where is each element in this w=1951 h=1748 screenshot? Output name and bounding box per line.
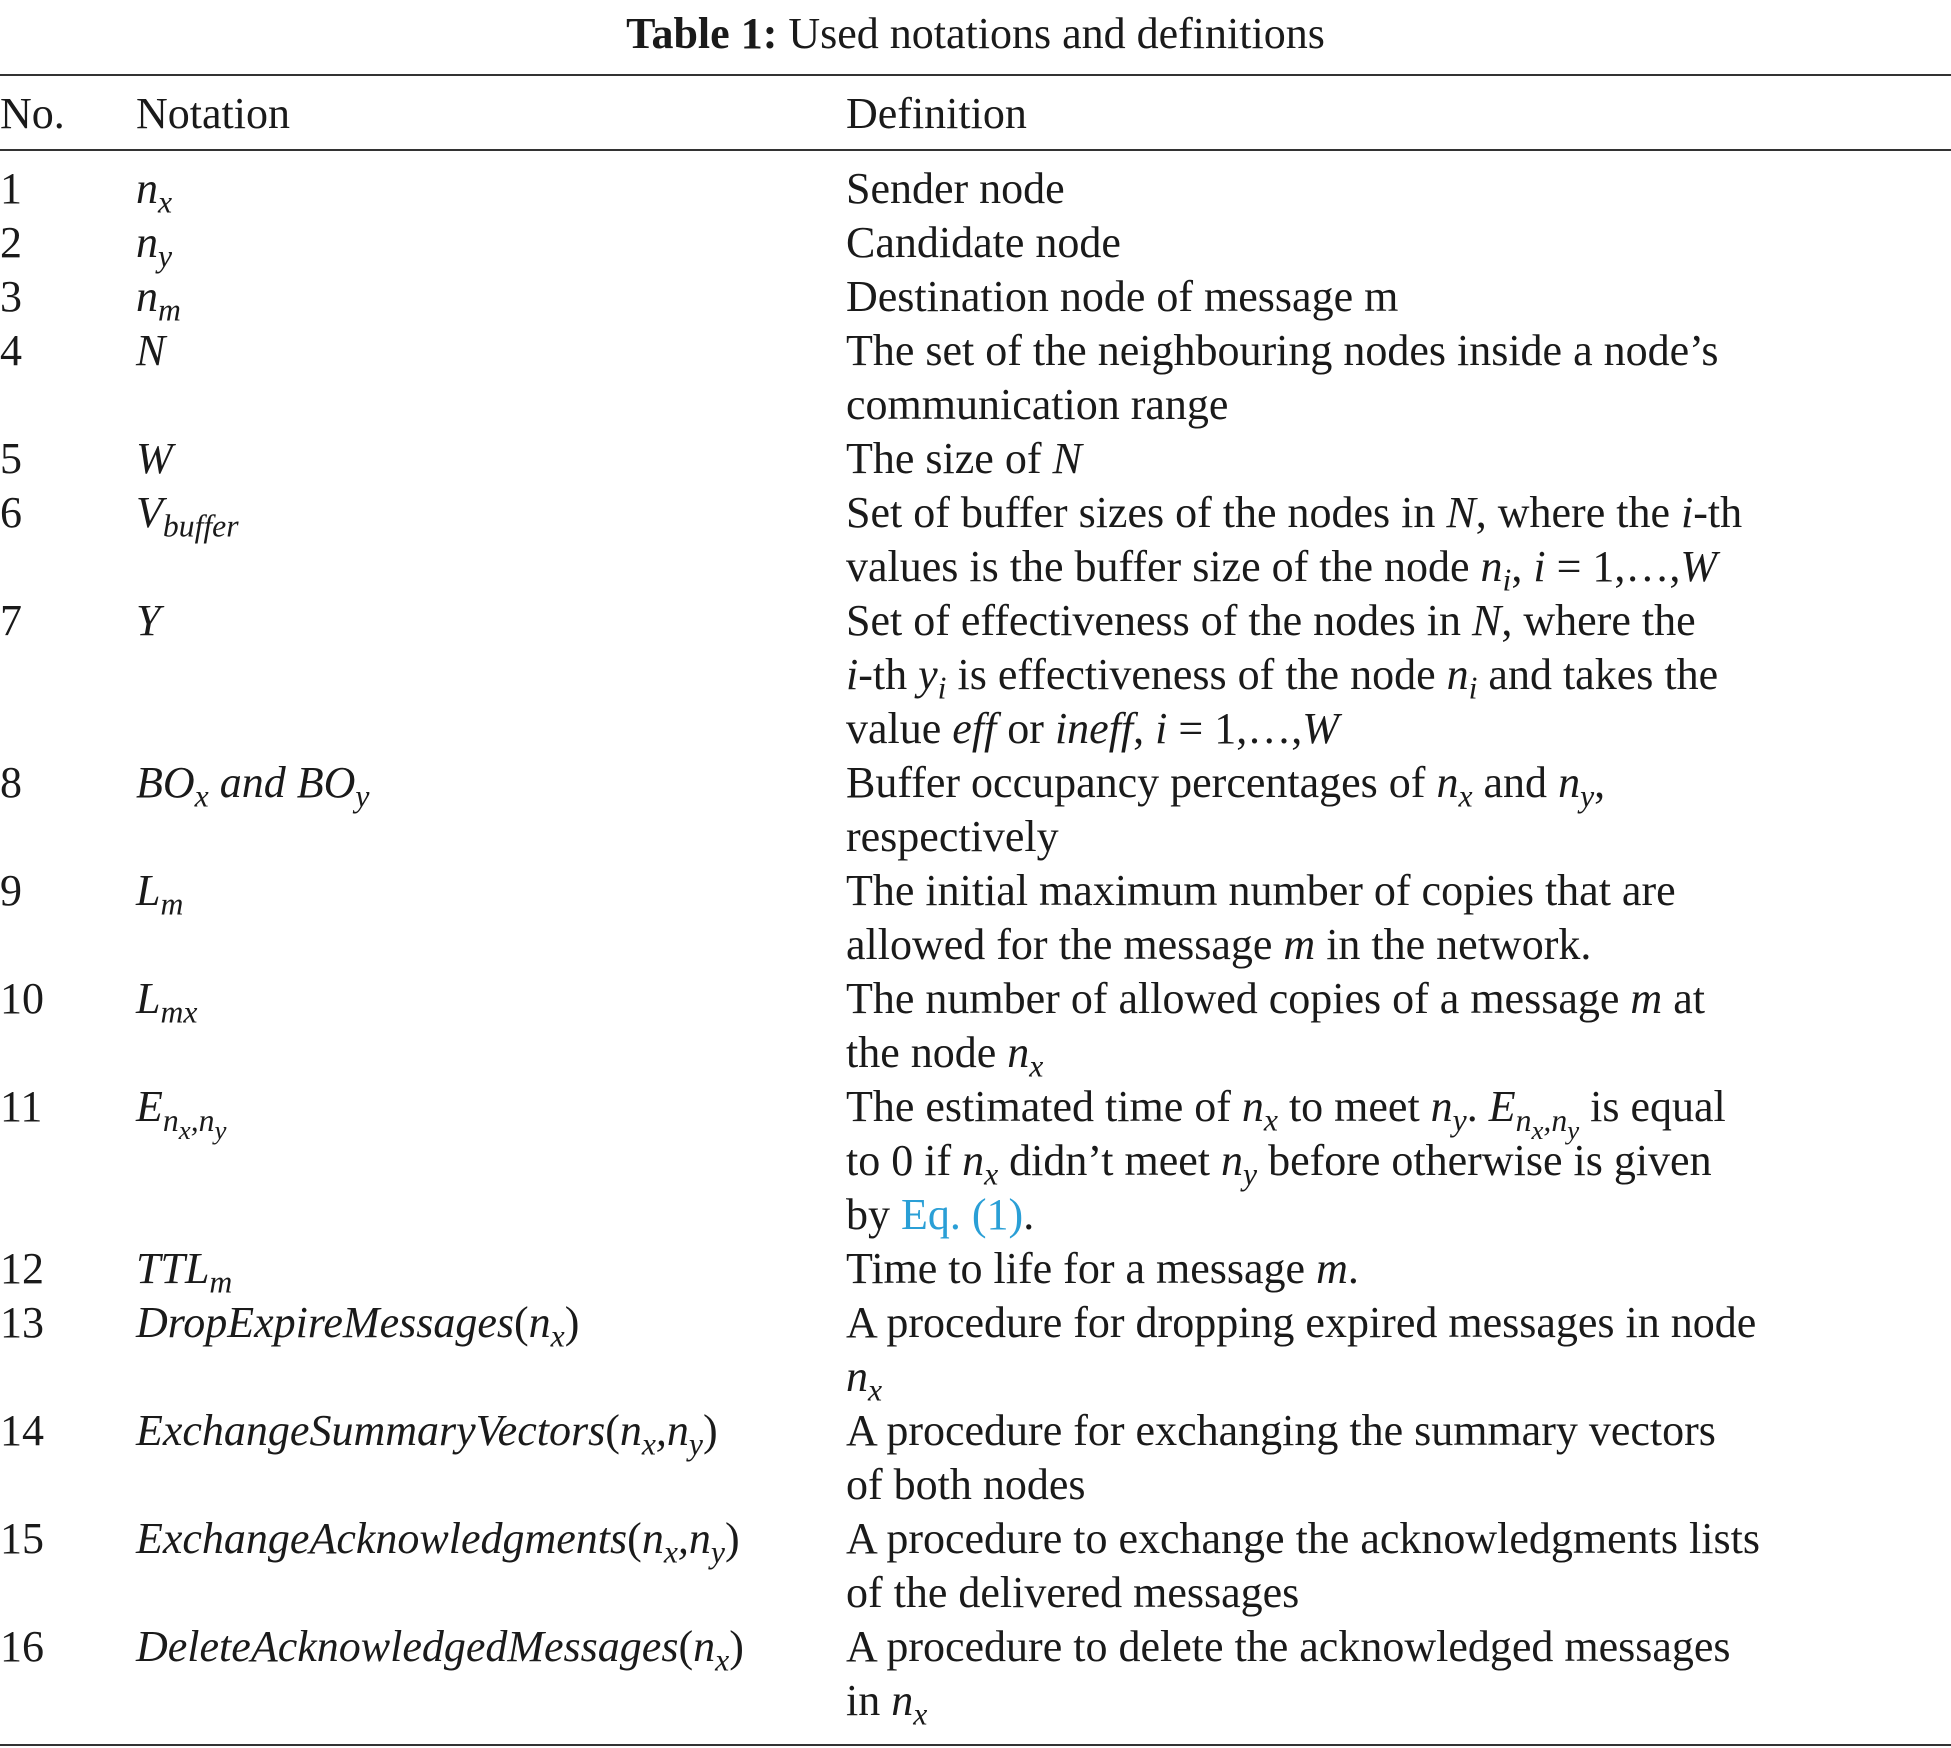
header-no: No. bbox=[0, 89, 65, 138]
table-row bbox=[0, 1242, 1951, 1300]
row-definition: Sender node bbox=[846, 164, 1065, 213]
table-caption bbox=[0, 6, 1951, 62]
table-body bbox=[0, 162, 1951, 1732]
table-row bbox=[0, 1512, 1951, 1620]
row-number: 9 bbox=[0, 866, 22, 915]
row-notation: $ExchangeAcknowledgments(n_x,n_y)$ bbox=[136, 1514, 740, 1570]
row-notation: $DropExpireMessages(n_x)$ bbox=[136, 1298, 580, 1354]
header-definition: Definition bbox=[846, 89, 1027, 138]
table-row bbox=[0, 1620, 1951, 1732]
caption-label: Table 1: bbox=[626, 9, 778, 58]
top-rule bbox=[0, 74, 1951, 76]
row-notation: $TTL_m$ bbox=[136, 1244, 233, 1300]
row-number: 14 bbox=[0, 1406, 44, 1455]
row-number: 16 bbox=[0, 1622, 44, 1671]
row-definition: Destination node of message m bbox=[846, 272, 1399, 321]
row-notation: $E_{n_x,n_y}$ bbox=[136, 1082, 227, 1145]
row-number: 5 bbox=[0, 434, 22, 483]
row-number: 13 bbox=[0, 1298, 44, 1347]
row-notation: $ExchangeSummaryVectors(n_x,n_y)$ bbox=[136, 1406, 718, 1462]
row-number: 1 bbox=[0, 164, 22, 213]
row-number: 12 bbox=[0, 1244, 44, 1293]
row-number: 7 bbox=[0, 596, 22, 645]
row-number: 3 bbox=[0, 272, 22, 321]
row-number: 4 bbox=[0, 326, 22, 375]
equation-link[interactable]: Eq. (1) bbox=[901, 1190, 1024, 1239]
row-definition: A procedure for dropping expired messages in node $n_x$ bbox=[846, 1298, 1757, 1408]
row-notation: $n_x$ bbox=[136, 164, 173, 220]
row-definition: A procedure to exchange the acknowledgments lists of the delivered messages bbox=[846, 1514, 1760, 1617]
row-number: 2 bbox=[0, 218, 22, 267]
caption-text: Used notations and definitions bbox=[788, 9, 1325, 58]
row-number: 15 bbox=[0, 1514, 44, 1563]
row-definition: The number of allowed copies of a message m at the node $n_x$ bbox=[846, 974, 1705, 1084]
header-notation: Notation bbox=[136, 89, 290, 138]
table-row bbox=[0, 756, 1951, 864]
table-row bbox=[0, 486, 1951, 598]
row-notation: $L_{mx}$ bbox=[136, 974, 198, 1030]
row-definition: The initial maximum number of copies that are allowed for the message m in the network. bbox=[846, 866, 1676, 969]
row-number: 11 bbox=[0, 1082, 43, 1131]
row-definition: Set of effectiveness of the nodes in N, where the i-th $y_i$ is effectiveness of the node $n_i$ and takes the value eff or ineff, i = 1,…,W bbox=[846, 596, 1719, 753]
row-number: 8 bbox=[0, 758, 22, 807]
row-definition: Time to life for a message m. bbox=[846, 1244, 1359, 1293]
row-number: 10 bbox=[0, 974, 44, 1023]
table-row bbox=[0, 270, 1951, 328]
row-notation: W bbox=[136, 434, 173, 483]
row-notation: $L_m$ bbox=[136, 866, 184, 922]
row-notation: $DeleteAcknowledgedMessages(n_x)$ bbox=[136, 1622, 744, 1678]
row-notation: $n_y$ bbox=[136, 218, 173, 274]
table-row bbox=[0, 594, 1951, 756]
row-definition: A procedure for exchanging the summary vectors of both nodes bbox=[846, 1406, 1716, 1509]
row-definition: The estimated time of $n_x$ to meet $n_y$. $E_{n_x,n_y}$ is equal to 0 if $n_x$ didn’t meet $n_y$ before otherwise is given by Eq. (1). bbox=[846, 1082, 1726, 1239]
row-definition: Candidate node bbox=[846, 218, 1121, 267]
row-notation: N bbox=[136, 326, 166, 375]
table-row bbox=[0, 432, 1951, 486]
row-definition: A procedure to delete the acknowledged messages in $n_x$ bbox=[846, 1622, 1731, 1732]
table-row bbox=[0, 1296, 1951, 1408]
table-row bbox=[0, 1404, 1951, 1512]
bottom-rule bbox=[0, 1744, 1951, 1746]
table-row bbox=[0, 216, 1951, 274]
table-row bbox=[0, 162, 1951, 220]
row-definition: The size of N bbox=[846, 434, 1082, 483]
row-definition: The set of the neighbouring nodes inside a node’s communication range bbox=[846, 326, 1719, 429]
row-definition: Buffer occupancy percentages of $n_x$ and $n_y$, respectively bbox=[846, 758, 1606, 861]
table-row bbox=[0, 864, 1951, 972]
row-definition: Set of buffer sizes of the nodes in N, where the i-th values is the buffer size of the node $n_i$, i = 1,…,W bbox=[846, 488, 1743, 598]
row-notation: $V_{buffer}$ bbox=[136, 488, 239, 544]
table-row bbox=[0, 1080, 1951, 1242]
header-rule bbox=[0, 149, 1951, 151]
row-notation: $BO_x$ and $BO_y$ bbox=[136, 758, 370, 814]
row-number: 6 bbox=[0, 488, 22, 537]
table-row bbox=[0, 324, 1951, 432]
row-notation: $n_m$ bbox=[136, 272, 181, 328]
row-notation: Y bbox=[136, 596, 161, 645]
table-row bbox=[0, 972, 1951, 1084]
